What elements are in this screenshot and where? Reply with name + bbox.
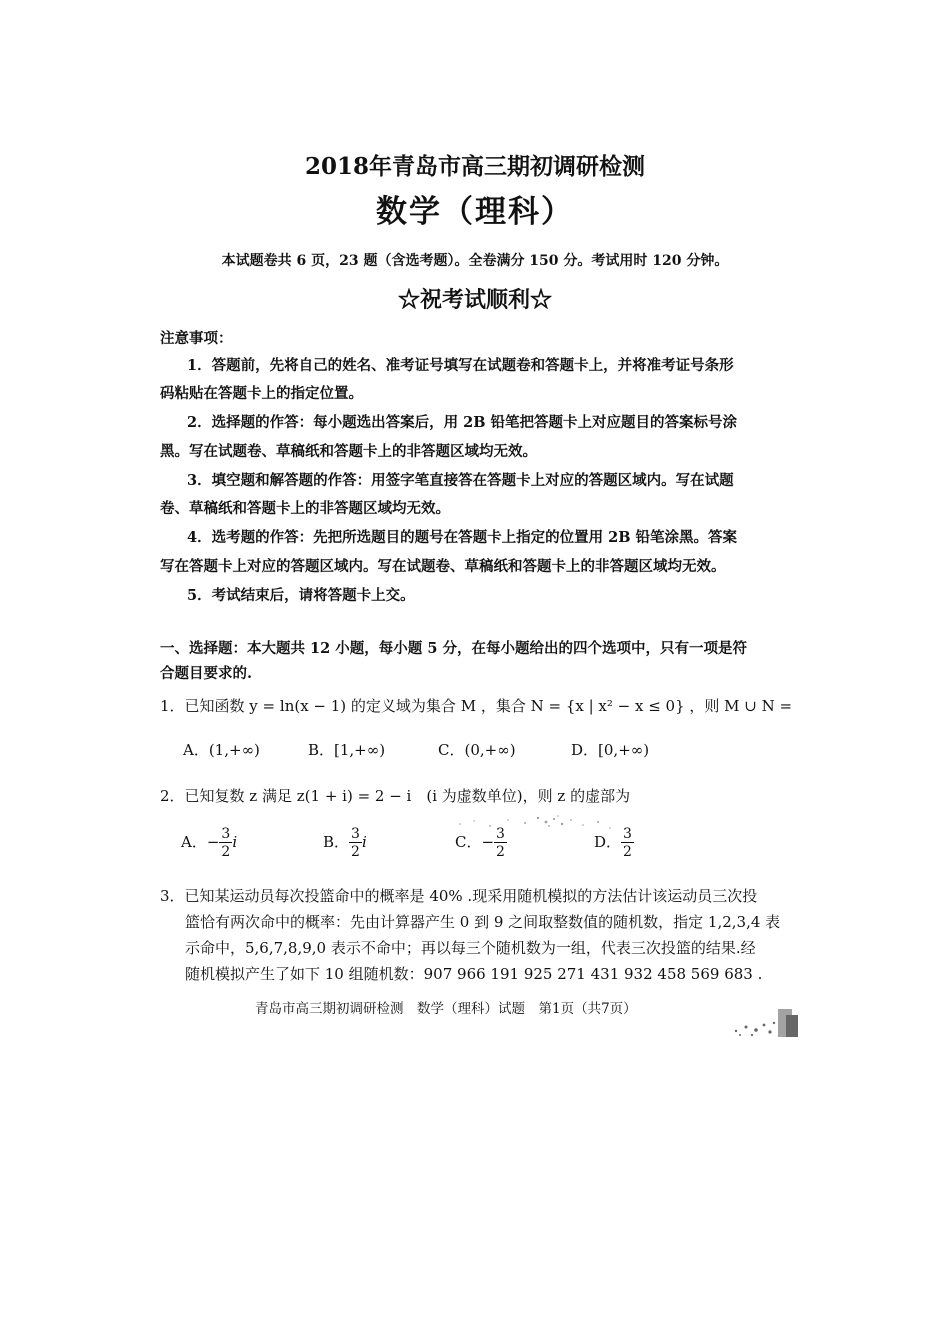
q2-option-a-label: A．− bbox=[181, 833, 220, 851]
denominator: 2 bbox=[351, 844, 360, 860]
note-line: 5．考试结束后，请将答题卡上交。 bbox=[187, 587, 415, 604]
scan-noise bbox=[450, 812, 620, 838]
section-heading-cont: 合题目要求的. bbox=[160, 665, 253, 682]
note-line: 4．选考题的作答：先把所选题目的题号在答题卡上指定的位置用 2B 铅笔涂黑。答案 bbox=[187, 529, 738, 546]
question-1-stem: 1．已知函数 y = ln(x − 1) 的定义域为集合 M ，集合 N = {x | x² − x ≤ 0} ，则 M ∪ N = bbox=[160, 697, 793, 715]
denominator: 2 bbox=[623, 844, 632, 860]
numerator: 3 bbox=[351, 826, 360, 842]
exam-subject: 数学（理科） bbox=[376, 194, 574, 230]
scan-noise bbox=[726, 1005, 800, 1041]
numerator: 3 bbox=[496, 826, 505, 842]
imaginary-unit: i bbox=[361, 833, 367, 851]
imaginary-unit: i bbox=[232, 833, 238, 851]
note-line: 黑。写在试题卷、草稿纸和答题卡上的非答题区域均无效。 bbox=[160, 443, 537, 460]
note-line: 写在答题卡上对应的答题区域内。写在试题卷、草稿纸和答题卡上的非答题区域均无效。 bbox=[160, 558, 726, 575]
q1-option-c: C．(0,+∞) bbox=[438, 741, 516, 759]
denominator: 2 bbox=[496, 844, 505, 860]
note-line: 卷、草稿纸和答题卡上的非答题区域均无效。 bbox=[160, 500, 450, 517]
question-3-line: 随机模拟产生了如下 10 组随机数：907 966 191 925 271 431 932 458 569 683 . bbox=[185, 965, 763, 983]
q1-option-d: D．[0,+∞) bbox=[571, 741, 650, 759]
denominator: 2 bbox=[221, 844, 231, 860]
note-line: 码粘贴在答题卡上的指定位置。 bbox=[160, 385, 363, 402]
q2-option-b-fraction bbox=[349, 827, 362, 859]
numerator: 3 bbox=[623, 826, 632, 842]
numerator: 3 bbox=[221, 826, 231, 842]
question-3-line: 篮恰有两次命中的概率：先由计算器产生 0 到 9 之间取整数值的随机数，指定 1,2,3,4 表 bbox=[185, 913, 781, 931]
note-line: 3．填空题和解答题的作答：用签字笔直接答在答题卡上对应的答题区域内。写在试题 bbox=[187, 472, 734, 489]
q2-option-a bbox=[181, 827, 237, 859]
q2-option-c-label: C．− bbox=[455, 833, 495, 851]
question-3-line: 3．已知某运动员每次投篮命中的概率是 40% .现采用随机模拟的方法估计该运动员三次投 bbox=[160, 887, 758, 905]
exam-wish: ☆祝考试顺利☆ bbox=[397, 287, 552, 313]
q1-option-a: A．(1,+∞) bbox=[183, 741, 260, 759]
q2-option-d-fraction bbox=[621, 827, 634, 859]
exam-info: 本试题卷共 6 页，23 题（含选考题）。全卷满分 150 分。考试用时 120 分钟。 bbox=[221, 253, 729, 269]
q1-option-b: B．[1,+∞) bbox=[308, 741, 386, 759]
note-line: 1．答题前，先将自己的姓名、准考证号填写在试题卷和答题卡上，并将准考证号条形 bbox=[187, 357, 734, 374]
exam-title: 2018年青岛市高三期初调研检测 bbox=[304, 153, 645, 180]
section-heading: 一、选择题：本大题共 12 小题，每小题 5 分，在每小题给出的四个选项中，只有一项是符 bbox=[160, 640, 747, 657]
q2-option-b-label: B． bbox=[323, 833, 350, 851]
question-2-stem: 2．已知复数 z 满足 z(1 + i) = 2 − i (i 为虚数单位)，则 z 的虚部为 bbox=[160, 787, 631, 805]
notes-heading: 注意事项： bbox=[160, 330, 233, 347]
q2-option-b bbox=[323, 827, 367, 859]
q2-option-d-label: D． bbox=[594, 833, 622, 851]
note-line: 2．选择题的作答：每小题选出答案后，用 2B 铅笔把答题卡上对应题目的答案标号涂 bbox=[187, 414, 738, 431]
question-3-line: 示命中，5,6,7,8,9,0 表示不命中；再以每三个随机数为一组，代表三次投篮的结果.经 bbox=[185, 939, 756, 957]
q2-option-a-fraction bbox=[219, 827, 232, 859]
page-footer: 青岛市高三期初调研检测 数学（理科）试题 第1页（共7页） bbox=[255, 1001, 637, 1017]
